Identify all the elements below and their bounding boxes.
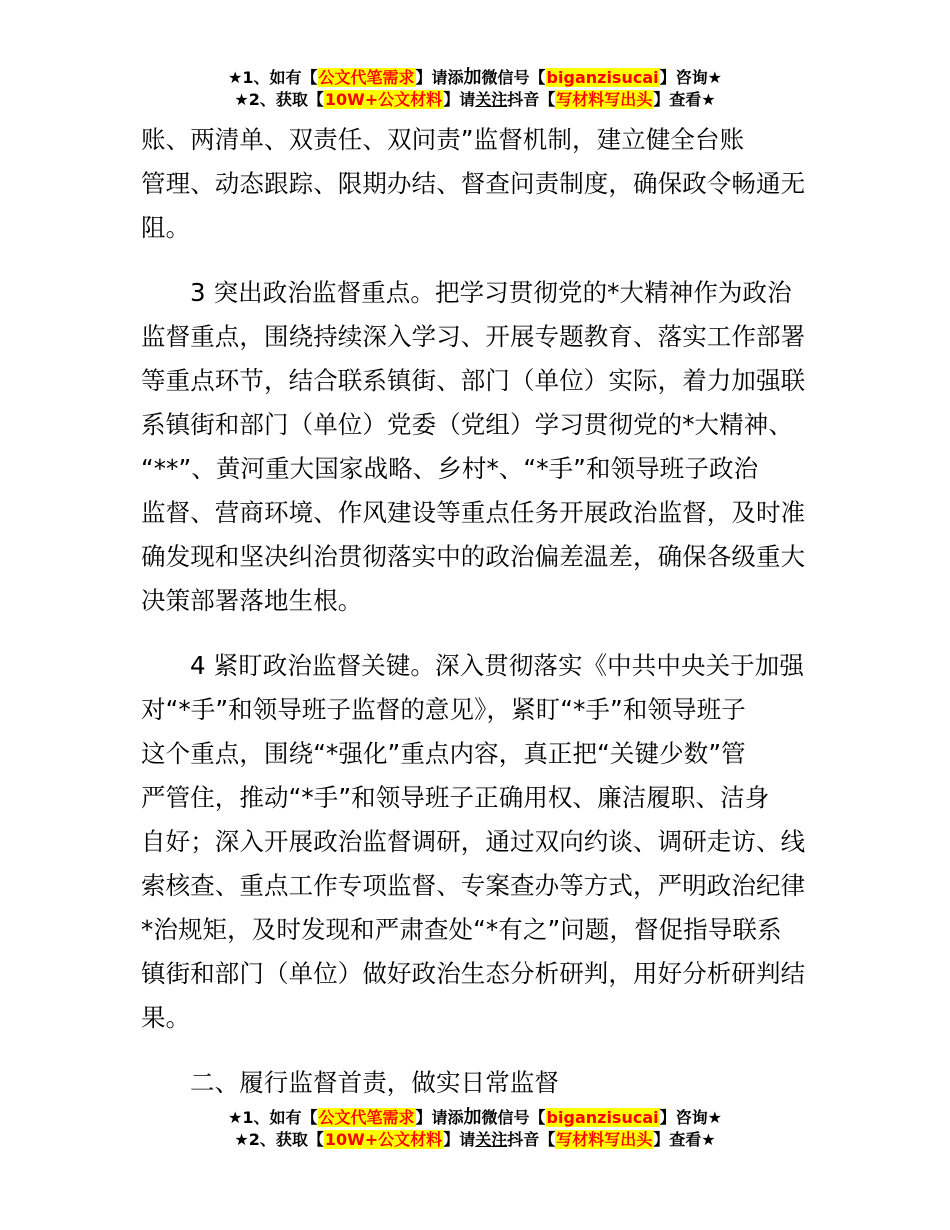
banner-line-2	[0, 89, 950, 111]
text-line: 系镇街和部门（单位）党委（党组）学习贯彻党的*大精神、	[141, 410, 793, 439]
banner-highlight: biganzisucai	[546, 68, 659, 87]
text-line: 严管住，推动“*手”和领导班子正确用权、廉洁履职、洁身	[141, 783, 770, 812]
banner-text: 微信号【	[481, 1108, 546, 1127]
text-line: 监督重点，围绕持续深入学习、开展专题教育、落实工作部署	[141, 322, 806, 351]
banner-text: 】查看★	[653, 1130, 716, 1149]
header-banner	[0, 67, 950, 111]
text-line: 阻。	[141, 213, 191, 242]
banner-text: 抖音【	[507, 1130, 556, 1149]
paragraph-1	[141, 118, 813, 250]
banner-line-2	[0, 1129, 950, 1151]
banner-highlight: 公文代笔需求	[318, 1108, 415, 1127]
banner-highlight: 10W+公文材料	[324, 90, 443, 109]
footer-banner	[0, 1107, 950, 1151]
text-line: 确发现和坚决纠治贯彻落实中的政治偏差温差，确保各级重大	[141, 542, 806, 571]
document-body	[141, 118, 813, 1105]
banner-text: 】查看★	[653, 90, 716, 109]
text-line: 决策部署落地生根。	[141, 586, 363, 615]
text-line: 果。	[141, 1003, 191, 1032]
banner-text: 】请	[443, 1130, 476, 1149]
text-line: 镇街和部门（单位）做好政治生态分析研判，用好分析研判结	[141, 959, 806, 988]
banner-text: 抖音【	[507, 90, 556, 109]
text-line: 账、两清单、双责任、双问责”监督机制，建立健全台账	[141, 125, 745, 154]
banner-text: 】咨询★	[659, 1108, 722, 1127]
banner-highlight: 10W+公文材料	[324, 1130, 443, 1149]
heading-line: 二、履行监督首责，做实日常监督	[190, 1068, 559, 1097]
banner-text: 】请添	[415, 1108, 464, 1127]
text-line: *治规矩，及时发现和严肃查处“*有之”问题，督促指导联系	[141, 915, 782, 944]
banner-text: 加	[463, 67, 482, 88]
text-line: 索核查、重点工作专项监督、专案查办等方式，严明政治纪律	[141, 871, 806, 900]
text-line: 对“*手”和领导班子监督的意见》，紧盯“*手”和领导班子	[141, 695, 746, 724]
paragraph-3	[141, 644, 813, 1040]
text-line: “**”、黄河重大国家战略、乡村*、“*手”和领导班子政治	[141, 454, 759, 483]
text-line: 监督、营商环境、作风建设等重点任务开展政治监督，及时准	[141, 498, 806, 527]
text-line: 等重点环节，结合联系镇街、部门（单位）实际，着力加强联	[141, 366, 806, 395]
banner-highlight: 公文代笔需求	[318, 68, 415, 87]
banner-highlight: biganzisucai	[546, 1108, 659, 1127]
banner-highlight: 写材料写出头	[556, 1130, 653, 1149]
banner-text: 微信号【	[481, 68, 546, 87]
text-line: 自好；深入开展政治监督调研，通过双向约谈、调研走访、线	[141, 827, 806, 856]
banner-text: ★1、如有【	[228, 1108, 318, 1127]
banner-line-1	[0, 1107, 950, 1129]
banner-text: 关注	[475, 90, 508, 109]
banner-line-1	[0, 67, 950, 89]
banner-text: 】请添	[415, 68, 464, 87]
banner-text: 】咨询★	[659, 68, 722, 87]
banner-text: 加	[463, 1107, 482, 1128]
text-line: 4 紧盯政治监督关键。深入贯彻落实《中共中央关于加强	[190, 651, 804, 680]
banner-text: ★2、获取【	[234, 90, 324, 109]
banner-highlight: 写材料写出头	[556, 90, 653, 109]
text-line: 这个重点，围绕“*强化”重点内容，真正把“关键少数”管	[141, 739, 746, 768]
banner-text: ★2、获取【	[234, 1130, 324, 1149]
paragraph-2	[141, 271, 813, 623]
text-line: 3 突出政治监督重点。把学习贯彻党的*大精神作为政治	[190, 278, 792, 307]
banner-text: ★1、如有【	[228, 68, 318, 87]
banner-text: 】请	[443, 90, 476, 109]
section-heading	[141, 1061, 813, 1105]
banner-text: 关注	[475, 1130, 508, 1149]
text-line: 管理、动态跟踪、限期办结、督查问责制度，确保政令畅通无	[141, 169, 806, 198]
